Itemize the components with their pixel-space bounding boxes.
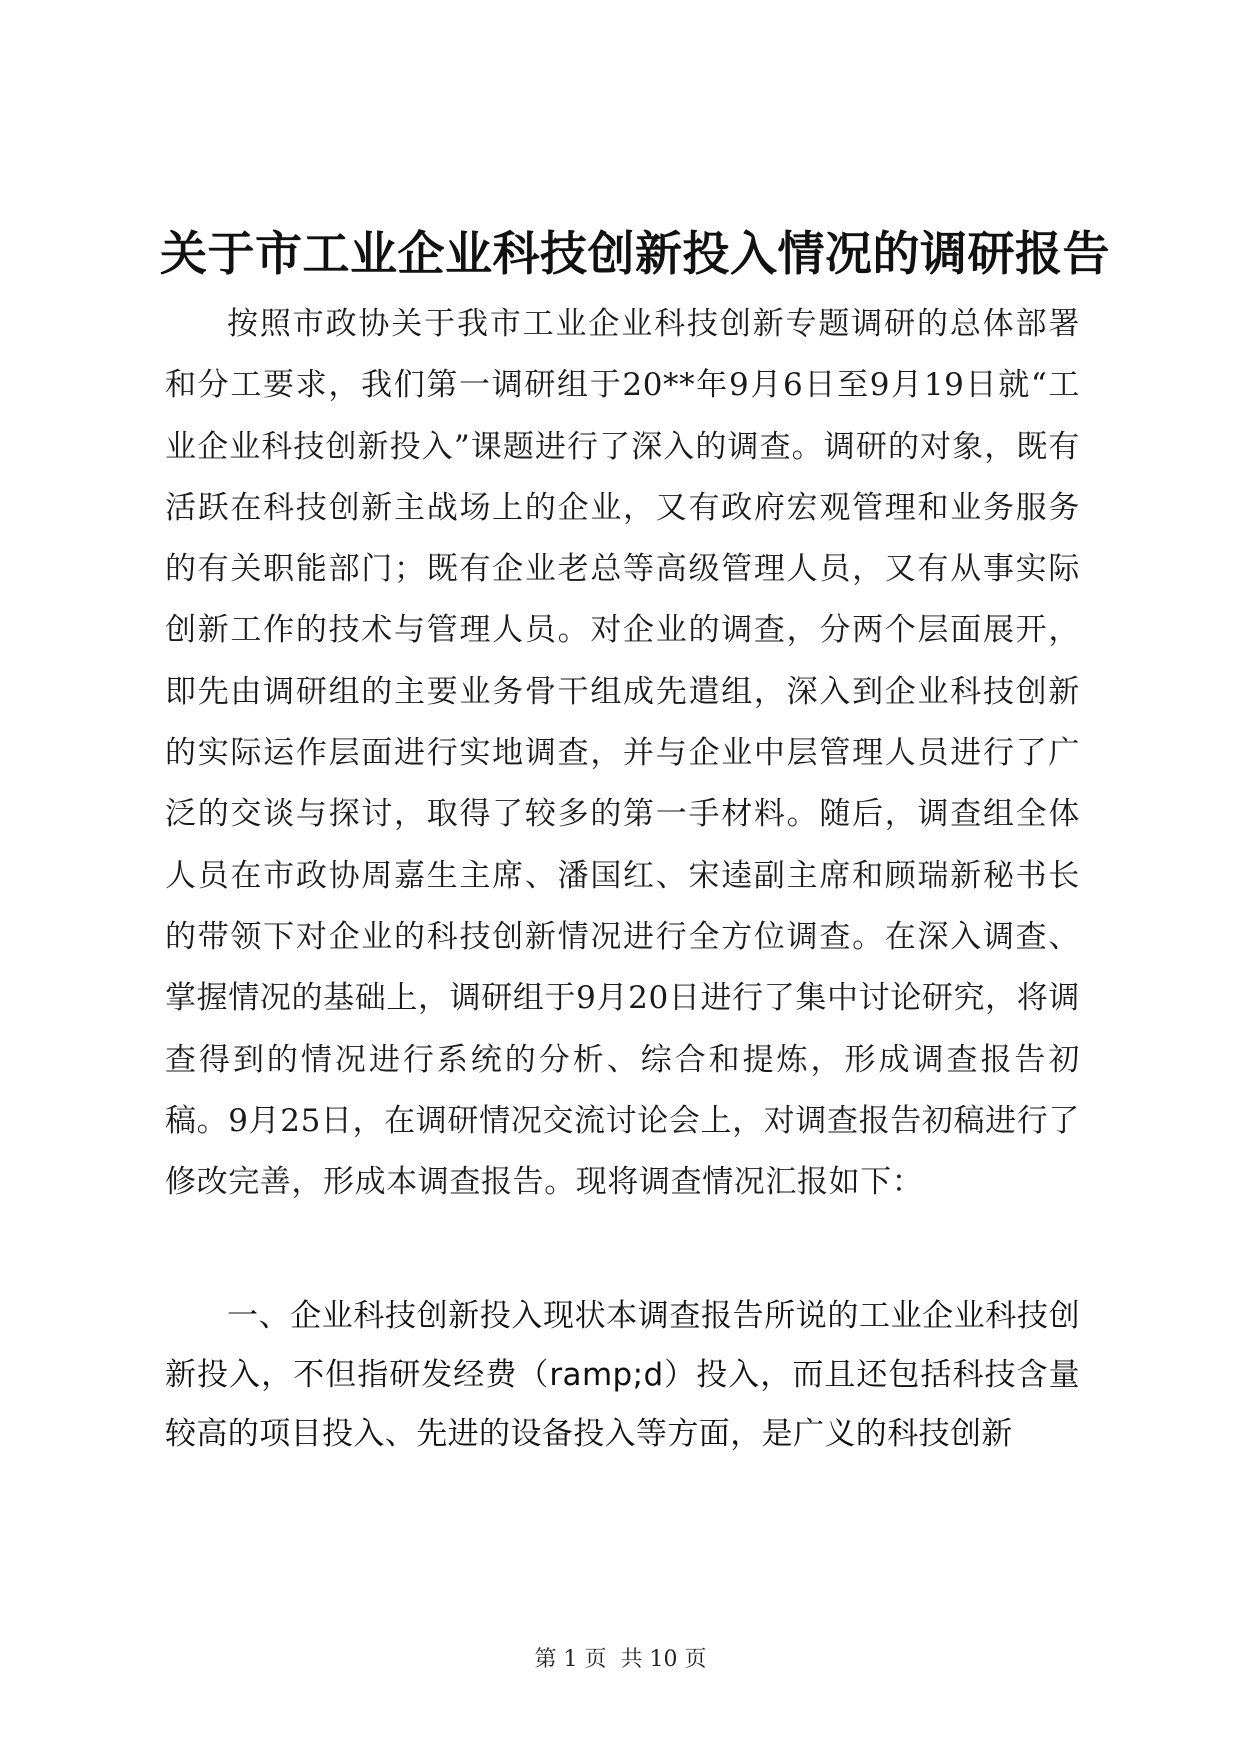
- page-total: 共 10 页: [620, 1647, 707, 1672]
- page-footer: [0, 1642, 1241, 1673]
- page-number: 第 1 页: [534, 1647, 607, 1672]
- intro-paragraph: 按照市政协关于我市工业企业科技创新专题调研的总体部署和分工要求，我们第一调研组于20**年9月6日至9月19日就“工业企业科技创新投入”课题进行了深入的调查。调研的对象，既有活跃在科技创新主战场上的企业，又有政府宏观管理和业务服务的有关职能部门；既有企业老总等高级管理人员，又有从事实际创新工作的技术与管理人员。对企业的调查，分两个层面展开，即先由调研组的主要业务骨干组成先遣组，深入到企业科技创新的实际运作层面进行实地调查，并与企业中层管理人员进行了广泛的交谈与探讨，取得了较多的第一手材料。随后，调查组全体人员在市政协周嘉生主席、潘国红、宋逵副主席和顾瑞新秘书长的带领下对企业的科技创新情况进行全方位调查。在深入调查、掌握情况的基础上，调研组于9月20日进行了集中讨论研究，将调查得到的情况进行系统的分析、综合和提炼，形成调查报告初稿。9月25日，在调研情况交流讨论会上，对调查报告初稿进行了修改完善，形成本调查报告。现将调查情况汇报如下：: [165, 306, 1080, 1201]
- section-one-paragraph: 一、企业科技创新投入现状本调查报告所说的工业企业科技创新投入，不但指研发经费（ramp;d）投入，而且还包括科技含量较高的项目投入、先进的设备投入等方面，是广义的科技创新: [165, 1298, 1080, 1452]
- document-body: [165, 294, 1080, 1213]
- document-title: 关于市工业企业科技创新投入情况的调研报告: [160, 227, 1110, 282]
